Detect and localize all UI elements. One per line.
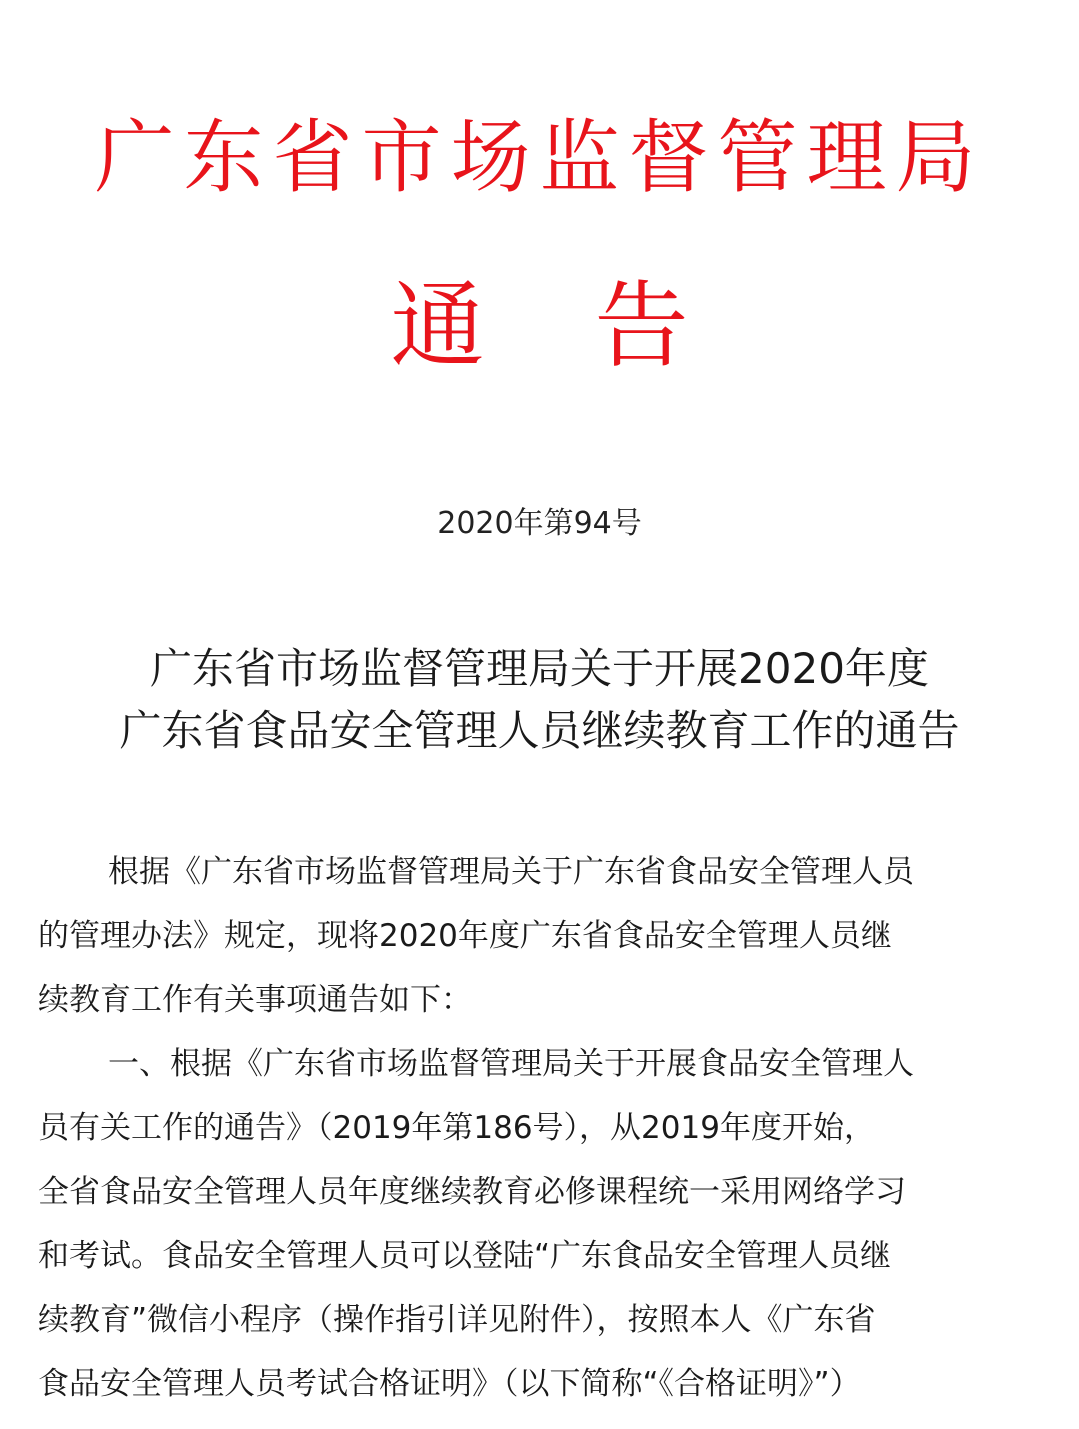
subject-heading (0, 638, 1079, 762)
issuing-organization-title: 广东省市场监督管理局 (94, 111, 985, 204)
subject-line-2: 广东省食品安全管理人员继续教育工作的通告 (119, 706, 960, 755)
body-line: 根据《广东省市场监督管理局关于广东省食品安全管理人员 (108, 854, 914, 890)
body-line: 续教育工作有关事项通告如下： (38, 982, 472, 1018)
document-type-char-2: 告 (594, 272, 689, 381)
body-line: 一、根据《广东省市场监督管理局关于开展食品安全管理人 (108, 1046, 914, 1082)
document-type-title (0, 272, 1079, 382)
body-line: 全省食品安全管理人员年度继续教育必修课程统一采用网络学习 (38, 1174, 906, 1210)
body-line: 续教育”微信小程序（操作指引详见附件），按照本人《广东省 (38, 1302, 876, 1338)
subject-line-1: 广东省市场监督管理局关于开展2020年度 (150, 644, 929, 693)
document-number: 2020年第94号 (437, 506, 642, 541)
body-line: 员有关工作的通告》（2019年第186号），从2019年度开始， (38, 1110, 875, 1146)
document-type-char-1: 通 (390, 272, 485, 381)
body-line: 的管理办法》规定，现将2020年度广东省食品安全管理人员继 (38, 918, 892, 954)
body-text (38, 840, 1038, 1416)
body-line: 食品安全管理人员考试合格证明》（以下简称“《合格证明》”） (38, 1366, 861, 1402)
body-line: 和考试。食品安全管理人员可以登陆“广东食品安全管理人员继 (38, 1238, 892, 1274)
